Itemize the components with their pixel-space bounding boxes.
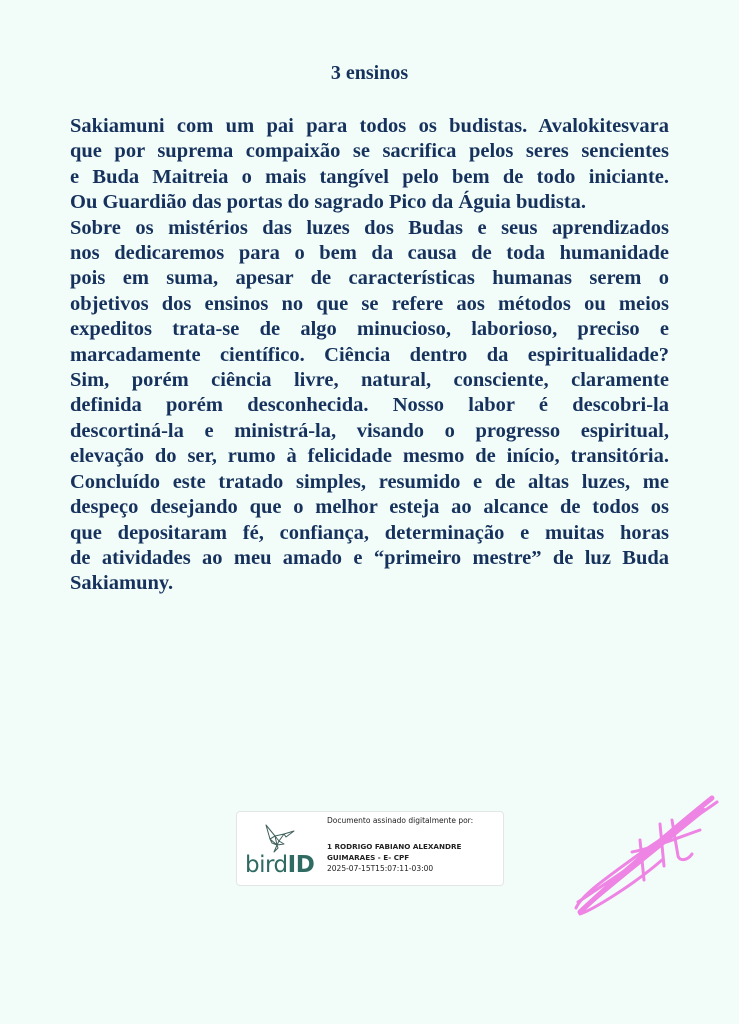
body-line: marcadamente científico. Ciência dentro da espiritualidade? (70, 343, 669, 366)
body-line: e Buda Maitreia o mais tangível pelo bem de todo iniciante. (70, 165, 669, 188)
body-line: Sobre os mistérios das luzes dos Budas e seus aprendizados (70, 216, 669, 239)
body-line: Concluído este tratado simples, resumido e de altas luzes, me (70, 470, 669, 493)
body-line: Ou Guardião das portas do sagrado Pico da Águia budista. (70, 191, 587, 214)
body-line: que por suprema compaixão se sacrifica pelos seres sencientes (70, 140, 669, 163)
body-line: Sakiamuni com um pai para todos os budistas. Avalokitesvara (70, 115, 669, 137)
signature-heading: Documento assinado digitalmente por: (327, 816, 474, 825)
body-line: Sim, porém ciência livre, natural, consciente, claramente (70, 369, 669, 392)
signature-info (327, 816, 503, 874)
body-line: que depositaram fé, confiança, determinação e muitas horas (70, 521, 669, 544)
document-title: 3 ensinos (330, 62, 409, 84)
birdid-logo (245, 852, 314, 878)
body-line: expeditos trata-se de algo minucioso, laborioso, preciso e (70, 318, 669, 341)
body-line: nos dedicaremos para o bem da causa de toda humanidade (70, 242, 669, 265)
body-line: de atividades ao meu amado e “primeiro mestre” de luz Buda (70, 546, 669, 569)
body-line: descortiná-la e ministrá-la, visando o progresso espiritual, (70, 419, 669, 442)
body-line: definida porém desconhecida. Nosso labor é descobri-la (70, 394, 669, 417)
signature-timestamp: 2025-07-15T15:07:11-03:00 (327, 864, 434, 873)
hummingbird-icon (257, 822, 297, 856)
body-line: despeço desejando que o melhor esteja ao alcance de todos os (70, 496, 669, 519)
body-line: pois em suma, apesar de características humanas serem o (70, 267, 669, 290)
body-line: objetivos dos ensinos no que se refere aos métodos ou meios (70, 292, 669, 315)
digital-signature-box (236, 811, 504, 886)
logo-text-light: bird (245, 852, 288, 878)
logo-text-bold: ID (287, 852, 315, 878)
document-body (70, 114, 669, 597)
handwritten-signature (572, 790, 722, 920)
body-line: Sakiamuny. (70, 572, 174, 595)
signer-name-line1: 1 RODRIGO FABIANO ALEXANDRE (327, 842, 462, 851)
signer-name-line2: GUIMARAES - E- CPF (327, 853, 410, 862)
body-line: elevação do ser, rumo à felicidade mesmo de início, transitória. (70, 445, 669, 468)
